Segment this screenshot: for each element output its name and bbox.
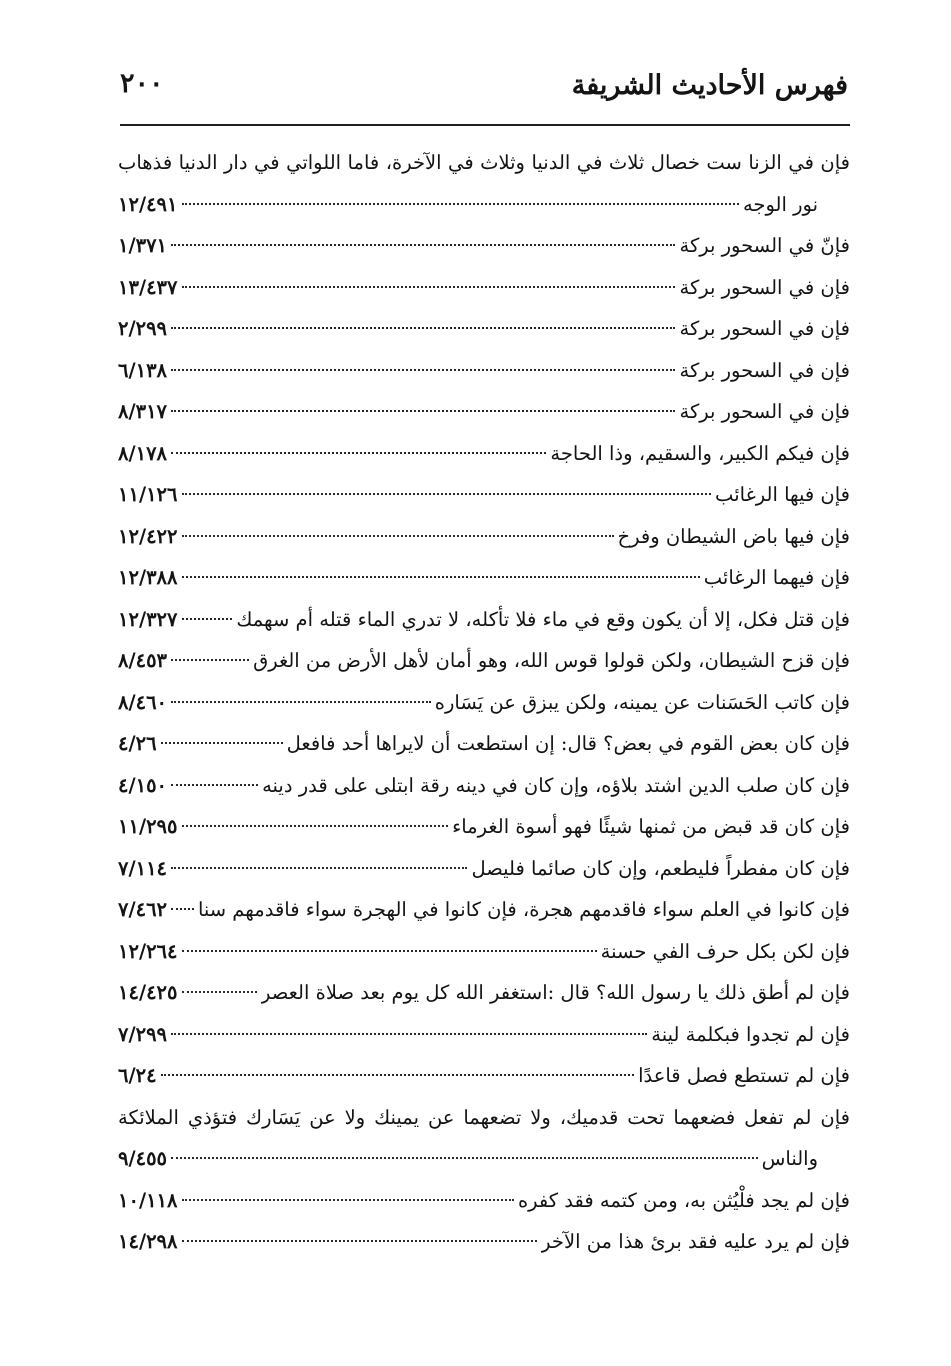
- entry-text: فإن كان صلب الدين اشتد بلاؤه، وإن كان في دينه رقة ابتلى على قدر دينه: [262, 773, 850, 797]
- index-entry: [118, 1014, 850, 1056]
- dot-leader: [182, 618, 233, 620]
- dot-leader: [182, 535, 614, 537]
- entry-text: فإن لم يرد عليه فقد برئ هذا من الآخر: [541, 1230, 850, 1253]
- index-entry: [118, 225, 850, 267]
- entry-line: [118, 806, 850, 848]
- entry-line: [118, 308, 850, 350]
- entry-text: فإن لم يجد فلْيُثن به، ومن كتمه فقد كفره: [517, 1188, 850, 1212]
- index-entry: [118, 557, 850, 599]
- entry-text: فإن في السحور بركة: [679, 275, 850, 299]
- entry-text: فإن لكن بكل حرف الفي حسنة: [600, 939, 850, 963]
- index-entry: [118, 142, 850, 225]
- entry-text: فإن لم تستطع فصل قاعدًا: [638, 1064, 850, 1087]
- index-entry: [118, 308, 850, 350]
- volume-page-reference: ٤/١٥٠: [118, 773, 168, 797]
- index-entry: [118, 806, 850, 848]
- index-entry: [118, 599, 850, 641]
- entry-line: [118, 474, 850, 516]
- dot-leader: [182, 825, 449, 827]
- dot-leader: [171, 452, 546, 454]
- entry-text: فإن كان بعض القوم في بعض؟ قال: إن استطعت أن لايراها أحد فافعل: [286, 732, 850, 755]
- entry-line: [118, 599, 850, 641]
- volume-page-reference: ١٤/٤٢٥: [118, 981, 178, 1004]
- entry-text: نور الوجه: [742, 192, 818, 216]
- entry-text: فإن قتل فكل، إلا أن يكون وقع في ماء فلا تأكله، لا تدري الماء قتله أم سهمك: [236, 607, 850, 631]
- entry-line: [118, 516, 850, 558]
- entry-text: فإنّ في السحور بركة: [679, 234, 850, 257]
- index-entry: [118, 474, 850, 516]
- dot-leader: [171, 659, 249, 661]
- index-entry: [118, 848, 850, 890]
- entry-text: فإن كاتب الحَسَنات عن يمينه، ولكن يبزق عن يَسَاره: [434, 690, 850, 714]
- entry-line: [118, 184, 850, 226]
- entry-line: [118, 640, 850, 682]
- entry-line: [118, 1180, 850, 1222]
- dot-leader: [171, 867, 467, 869]
- volume-page-reference: ٨/١٧٨: [118, 441, 168, 465]
- dot-leader: [182, 286, 676, 288]
- dot-leader: [182, 576, 700, 578]
- dot-leader: [171, 1033, 647, 1035]
- entry-text-line: فإن في الزنا ست خصال ثلاث في الدنيا وثلاث في الآخرة، فاما اللواتي في دار الدنيا فذهاب: [118, 151, 850, 174]
- entry-text: فإن كان مفطراً فليطعم، وإن كان صائما فليصل: [471, 856, 850, 880]
- entry-line: [118, 1221, 850, 1263]
- volume-page-reference: ٨/٤٦٠: [118, 690, 168, 714]
- index-entry: [118, 972, 850, 1014]
- entry-line: [118, 931, 850, 973]
- entry-line: [118, 1014, 850, 1056]
- volume-page-reference: ١٢/٢٦٤: [118, 939, 178, 963]
- dot-leader: [171, 244, 675, 246]
- dot-leader: [171, 1157, 758, 1159]
- entry-text: فإن في السحور بركة: [679, 317, 850, 340]
- entry-text: فإن فيها الرغائب: [715, 483, 850, 506]
- entry-line: [118, 350, 850, 392]
- entry-text: والناس: [761, 1147, 818, 1170]
- entry-line: [118, 889, 850, 931]
- entry-text: فإن فيهما الرغائب: [703, 566, 850, 589]
- page-header: [120, 64, 848, 116]
- dot-leader: [182, 493, 712, 495]
- hadith-index-list: [118, 142, 850, 1263]
- page-number: ٢٠٠: [120, 68, 164, 99]
- entry-line: [118, 433, 850, 475]
- entry-line: [118, 391, 850, 433]
- volume-page-reference: ٧/٢٩٩: [118, 1022, 168, 1046]
- entry-line: [118, 765, 850, 807]
- entry-text: فإن لم أطق ذلك يا رسول الله؟ قال :استغفر الله كل يوم بعد صلاة العصر: [260, 981, 850, 1004]
- volume-page-reference: ١٢/٤٢٢: [118, 524, 178, 548]
- dot-leader: [171, 369, 675, 371]
- index-entry: [118, 516, 850, 558]
- dot-leader: [161, 742, 283, 744]
- index-entry: [118, 640, 850, 682]
- entry-line: [118, 1055, 850, 1097]
- dot-leader: [171, 701, 431, 703]
- dot-leader: [182, 1240, 538, 1242]
- volume-page-reference: ٤/٢٦: [118, 732, 157, 755]
- entry-text: فإن في السحور بركة: [679, 400, 850, 423]
- dot-leader: [171, 784, 258, 786]
- entry-text: فإن في السحور بركة: [679, 358, 850, 382]
- volume-page-reference: ٦/٢٤: [118, 1064, 157, 1087]
- dot-leader: [171, 908, 194, 910]
- entry-text: فإن كان قد قبض من ثمنها شيئًا فهو أسوة الغرماء: [452, 815, 850, 838]
- entry-line: [118, 972, 850, 1014]
- entry-line: [118, 723, 850, 765]
- dot-leader: [182, 203, 739, 205]
- index-entry: [118, 433, 850, 475]
- volume-page-reference: ١٢/٣٢٧: [118, 607, 178, 631]
- index-entry: [118, 682, 850, 724]
- entry-text: فإن فيها باض الشيطان وفرخ: [617, 524, 850, 548]
- entry-line: [118, 1138, 850, 1180]
- volume-page-reference: ١٤/٢٩٨: [118, 1230, 178, 1253]
- entry-text: فإن كانوا في العلم سواء فاقدمهم هجرة، فإن كانوا في الهجرة سواء فاقدمهم سنا: [197, 898, 850, 921]
- index-entry: [118, 723, 850, 765]
- volume-page-reference: ١٣/٤٣٧: [118, 275, 178, 299]
- index-entry: [118, 889, 850, 931]
- volume-page-reference: ٧/١١٤: [118, 856, 168, 880]
- index-entry: [118, 931, 850, 973]
- volume-page-reference: ٨/٤٥٣: [118, 649, 168, 672]
- volume-page-reference: ١٢/٣٨٨: [118, 566, 178, 589]
- volume-page-reference: ٨/٣١٧: [118, 400, 168, 423]
- entry-line: [118, 848, 850, 890]
- dot-leader: [182, 991, 257, 993]
- volume-page-reference: ١٠/١١٨: [118, 1188, 178, 1212]
- index-entry: [118, 1180, 850, 1222]
- dot-leader: [182, 950, 597, 952]
- index-entry: [118, 267, 850, 309]
- entry-line: [118, 682, 850, 724]
- volume-page-reference: ١١/٢٩٥: [118, 815, 178, 838]
- header-rule: [120, 124, 850, 126]
- running-title: فهرس الأحاديث الشريفة: [571, 70, 848, 101]
- volume-page-reference: ٢/٢٩٩: [118, 317, 168, 340]
- index-entry: [118, 1097, 850, 1180]
- entry-line: [118, 267, 850, 309]
- entry-text-line: فإن لم تفعل فضعهما تحت قدميك، ولا تضعهما عن يمينك ولا عن يَسَارك فتؤذي الملائكة: [118, 1105, 850, 1129]
- dot-leader: [161, 1074, 635, 1076]
- volume-page-reference: ٩/٤٥٥: [118, 1147, 168, 1170]
- entry-line: [118, 557, 850, 599]
- entry-text: فإن قزح الشيطان، ولكن قولوا قوس الله، وهو أمان لأهل الأرض من الغرق: [253, 649, 850, 672]
- index-entry: [118, 765, 850, 807]
- volume-page-reference: ١/٣٧١: [118, 234, 168, 257]
- volume-page-reference: ٦/١٣٨: [118, 358, 168, 382]
- volume-page-reference: ٧/٤٦٢: [118, 898, 168, 921]
- index-entry: [118, 350, 850, 392]
- entry-line: [118, 225, 850, 267]
- volume-page-reference: ١١/١٢٦: [118, 483, 178, 506]
- dot-leader: [182, 1199, 514, 1201]
- dot-leader: [171, 327, 675, 329]
- dot-leader: [171, 410, 675, 412]
- entry-text: فإن لم تجدوا فبكلمة لينة: [651, 1022, 850, 1046]
- index-entry: [118, 391, 850, 433]
- volume-page-reference: ١٢/٤٩١: [118, 192, 178, 216]
- index-entry: [118, 1221, 850, 1263]
- entry-text: فإن فيكم الكبير، والسقيم، وذا الحاجة: [550, 441, 850, 465]
- index-entry: [118, 1055, 850, 1097]
